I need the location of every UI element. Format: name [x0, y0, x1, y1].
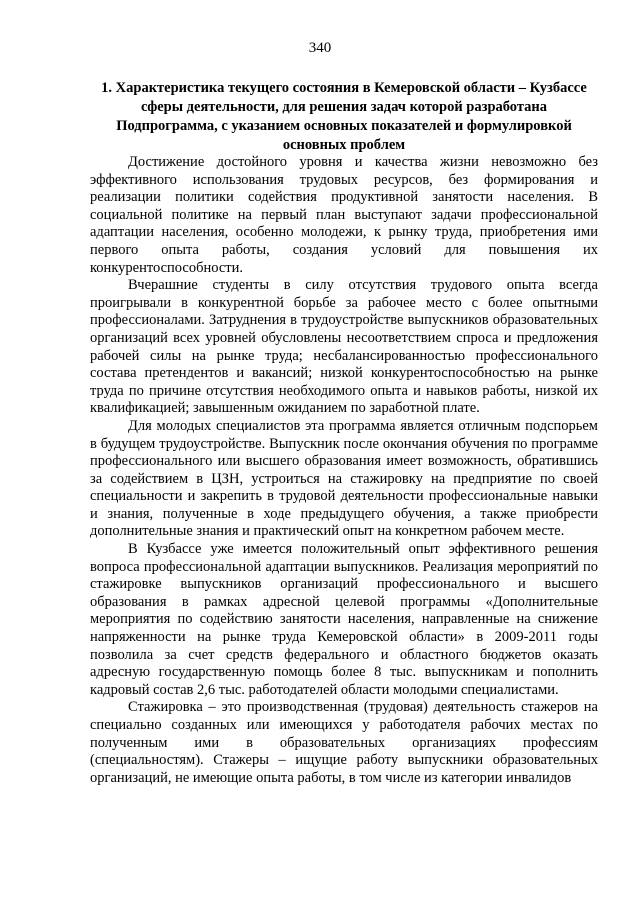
paragraph: Вчерашние студенты в силу отсутствия трудового опыта всегда проигрывали в конкурентной борьбе за рабочее место с более опытными профессионалами. Затруднения в трудоустройстве выпускников образовательных организаций всех уровней обусловлены несоответствием спроса и предложения рабочей силы на рынке труда; несбалансированностью профессионального состава претендентов и вакансий; низкой конкурентоспособностью на рынке труда по причине отсутствия необходимого опыта и навыков работы, низкой их квалификацией; завышенным ожиданием по заработной плате.: [90, 277, 598, 417]
paragraph: Достижение достойного уровня и качества жизни невозможно без эффективного использования трудовых ресурсов, без формирования и реализации политики содействия продуктивной занятости населения. В социальной политике на первый план выступают задачи профессиональной адаптации населения, особенно молодежи, к рынку труда, приобретения ими первого опыта работы, создания условий для повышения их конкурентоспособности.: [90, 154, 598, 276]
body-text: [90, 154, 598, 787]
section-heading: 1. Характеристика текущего состояния в Кемеровской области – Кузбассе сферы деятельности, для решения задач которой разработана Подпрограмма, с указанием основных показателей и формулировкой основных проблем: [101, 80, 587, 153]
page-number: 340: [308, 40, 332, 56]
paragraph: Для молодых специалистов эта программа является отличным подспорьем в будущем трудоустройстве. Выпускник после окончания обучения по программе профессионального или высшего образования имеет возможность, обратившись за содействием в ЦЗН, устроиться на стажировку на предприятие по своей специальности и закрепить в трудовой деятельности профессиональные навыки и знания, полученные в ходе предыдущего обучения, а также приобрести дополнительные знания и практический опыт на конкретном рабочем месте.: [90, 417, 598, 540]
paragraph: В Кузбассе уже имеется положительный опыт эффективного решения вопроса профессиональной адаптации выпускников. Реализация мероприятий по стажировке выпускников организаций профессионального и высшего образования в рамках адресной целевой программы «Дополнительные мероприятия по содействию занятости населения, направленные на снижение напряженности на рынке труда Кемеровской области» в 2009-2011 годы позволила за счет средств федерального и областного бюджетов оказать адресную государственную помощь более 8 тыс. выпускникам и пополнить кадровый состав 2,6 тыс. работодателей области молодыми специалистами.: [90, 541, 598, 698]
paragraph: Стажировка – это производственная (трудовая) деятельность стажеров на специально созданных или имеющихся у работодателя рабочих местах по полученным ими в образовательных организациях профессиям (специальностям). Стажеры – ищущие работу выпускники образовательных организаций, не имеющие опыта работы, в том числе из категории инвалидов: [90, 699, 598, 786]
